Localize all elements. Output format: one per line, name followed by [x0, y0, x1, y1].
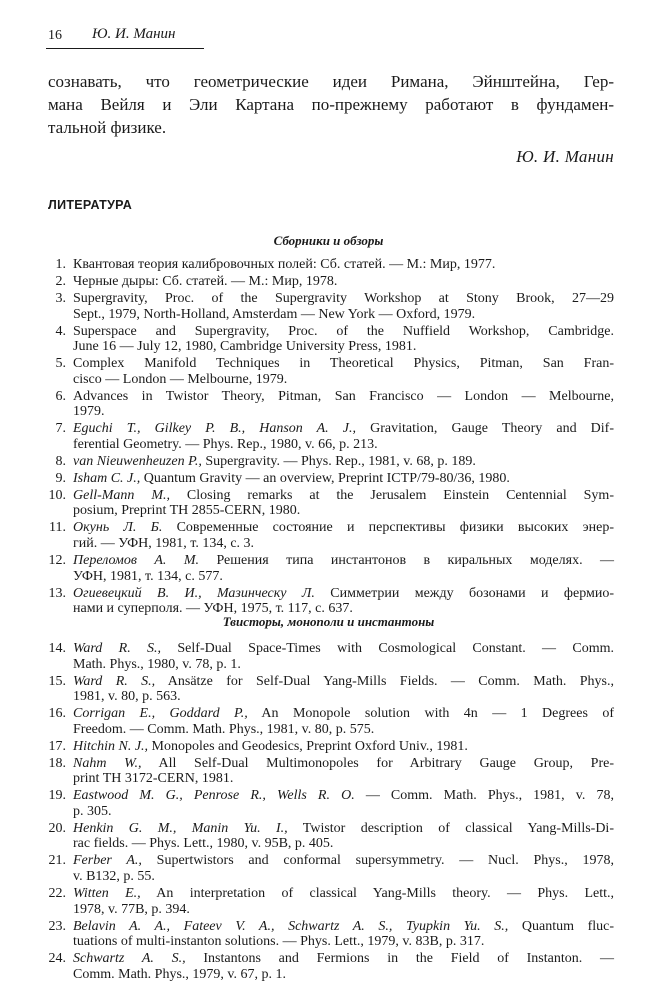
reference-line: [73, 454, 614, 470]
reference-number: 16.: [48, 706, 66, 722]
reference-line-text: Advances in Twistor Theory, Pitman, San Francisco — London — Melbourne,: [73, 388, 614, 404]
reference-line: [73, 488, 614, 504]
reference-line: [73, 919, 614, 935]
reference-line-text: УФН, 1981, т. 134, с. 577.: [73, 568, 223, 584]
reference-number: 18.: [48, 755, 66, 771]
reference-item: [0, 389, 657, 420]
reference-item: [0, 788, 657, 819]
reference-author: Nahm W.,: [73, 755, 142, 771]
reference-line-text: cisco — London — Melbourne, 1979.: [73, 371, 288, 387]
reference-text: [73, 641, 614, 672]
reference-number: 21.: [48, 853, 66, 869]
running-head-author: Ю. И. Манин: [92, 26, 176, 42]
reference-text: [73, 471, 614, 487]
reference-item: [0, 274, 657, 290]
reference-item: [0, 454, 657, 470]
intro-line: тальной физике.: [48, 118, 167, 137]
reference-author: Огиевецкий В. И., Мазинческу Л.: [73, 585, 315, 601]
reference-line-text: v. B132, p. 55.: [73, 869, 155, 885]
reference-line: [73, 372, 614, 388]
reference-line: [73, 951, 614, 967]
reference-author: Переломов А. М.: [73, 552, 200, 568]
reference-line-text: Instantons and Fermions in the Field of Instanton. —: [185, 951, 614, 967]
reference-number: 10.: [48, 487, 66, 503]
reference-line-text: Closing remarks at the Jerusalem Einstein Centennial Sym-: [170, 487, 614, 503]
reference-author: Ferber A.,: [73, 853, 142, 869]
reference-line: [73, 421, 614, 437]
reference-item: [0, 553, 657, 584]
reference-line-text: Симметрии между бозонами и фермио-: [314, 585, 614, 601]
reference-line: [73, 536, 614, 552]
reference-author: Belavin A. A., Fateev V. A., Schwartz A. S., Tyupkin Yu. S.,: [73, 918, 509, 934]
reference-text: [73, 739, 614, 755]
reference-author: van Nieuwenheuzen P.,: [73, 453, 202, 469]
reference-item: [0, 421, 657, 452]
reference-author: Isham C. J.,: [73, 470, 141, 486]
reference-number: 14.: [48, 641, 66, 656]
reference-text: [73, 488, 614, 519]
reference-line: [73, 902, 614, 918]
reference-item: [0, 674, 657, 705]
reference-line-text: Self-Dual Space-Times with Cosmological Constant. — Comm.: [161, 641, 615, 656]
reference-text: [73, 706, 614, 737]
reference-line: [73, 553, 614, 569]
reference-line-text: Квантовая теория калибровочных полей: Сб. статей. — М.: Мир, 1977.: [73, 257, 496, 272]
reference-line-text: Sept., 1979, North-Holland, Amsterdam — New York — Oxford, 1979.: [73, 306, 476, 322]
reference-line: [73, 836, 614, 852]
reference-line-text: Supergravity. — Phys. Rep., 1981, v. 68, p. 189.: [201, 453, 476, 469]
reference-line: [73, 339, 614, 355]
reference-item: [0, 919, 657, 950]
reference-number: 22.: [48, 886, 66, 902]
reference-item: [0, 706, 657, 737]
reference-item: [0, 356, 657, 387]
reference-author: Ward R. S.,: [73, 673, 156, 689]
reference-line-text: Черные дыры: Сб. статей. — М.: Мир, 1978.: [73, 273, 338, 289]
reference-number: 4.: [55, 323, 66, 339]
reference-number: 19.: [48, 788, 66, 804]
reference-line-text: Superspace and Supergravity, Proc. of the Nuffield Workshop, Cambridge.: [73, 323, 614, 339]
reference-line: [73, 257, 614, 273]
reference-line: [73, 722, 614, 738]
reference-author: Witten E.,: [73, 886, 141, 902]
reference-item: [0, 756, 657, 787]
reference-item: [0, 641, 657, 672]
reference-line-text: Monopoles and Geodesics, Preprint Oxford Univ., 1981.: [148, 738, 468, 754]
reference-line: [73, 404, 614, 420]
reference-line-text: Quantum Gravity — an overview, Preprint ICTP/79-80/36, 1980.: [140, 470, 510, 486]
reference-line-text: 1978, v. 77B, p. 394.: [73, 901, 190, 917]
reference-line-text: — Comm. Math. Phys., 1981, v. 78,: [354, 788, 615, 804]
reference-line-text: All Self-Dual Multimonopoles for Arbitrary Gauge Group, Pre-: [141, 755, 614, 771]
reference-item: [0, 586, 657, 617]
reference-author: Gell-Mann M.,: [73, 487, 170, 503]
reference-text: [73, 886, 614, 917]
reference-item: [0, 291, 657, 322]
reference-line-text: rac fields. — Phys. Lett., 1980, v. 95B, p. 405.: [73, 836, 334, 852]
page-number: 16: [48, 28, 62, 43]
reference-line-text: 1979.: [73, 404, 105, 420]
reference-text: [73, 919, 614, 950]
reference-line-text: Quantum fluc-: [508, 918, 615, 934]
reference-item: [0, 471, 657, 487]
reference-list: [0, 257, 657, 618]
reference-line-text: posium, Preprint TH 2855-CERN, 1980.: [73, 503, 301, 519]
reference-line-text: June 16 — July 12, 1980, Cambridge University Press, 1981.: [73, 339, 417, 355]
reference-line: [73, 886, 614, 902]
reference-item: [0, 520, 657, 551]
reference-text: [73, 356, 614, 387]
reference-line: [73, 657, 614, 673]
reference-text: [73, 674, 614, 705]
reference-line: [73, 291, 614, 307]
reference-line: [73, 307, 614, 323]
reference-line: [73, 821, 614, 837]
reference-line-text: Gravitation, Gauge Theory and Dif-: [356, 421, 614, 437]
reference-author: Schwartz A. S.,: [73, 951, 186, 967]
reference-line: [73, 520, 614, 536]
reference-text: [73, 324, 614, 355]
reference-author: Eguchi T., Gilkey P. B., Hanson A. J.,: [73, 421, 356, 437]
reference-line-text: 1981, v. 80, p. 563.: [73, 689, 181, 705]
reference-line-text: p. 305.: [73, 803, 112, 819]
reference-number: 23.: [48, 918, 66, 934]
reference-number: 2.: [55, 273, 66, 289]
literature-heading: ЛИТЕРАТУРА: [48, 198, 133, 212]
reference-text: [73, 586, 614, 617]
reference-line: [73, 967, 614, 983]
reference-item: [0, 739, 657, 755]
reference-number: 6.: [55, 388, 66, 404]
reference-text: [73, 520, 614, 551]
signature: Ю. И. Манин: [516, 147, 614, 166]
reference-line-text: Math. Phys., 1980, v. 78, p. 1.: [73, 656, 241, 672]
header-rule: [46, 48, 204, 49]
reference-number: 12.: [48, 552, 66, 568]
reference-line: [73, 586, 614, 602]
reference-item: [0, 488, 657, 519]
reference-text: [73, 788, 614, 819]
reference-author: Corrigan E., Goddard P.,: [73, 706, 248, 722]
reference-line: [73, 689, 614, 705]
reference-item: [0, 853, 657, 884]
section-title-twistors: Твисторы, монополи и инстантоны: [222, 614, 435, 629]
reference-line-text: Supertwistors and conformal supersymmetry. — Nucl. Phys., 1978,: [141, 853, 614, 869]
reference-number: 7.: [55, 421, 66, 437]
reference-item: [0, 951, 657, 982]
reference-item: [0, 257, 657, 273]
reference-line-text: An Monopole solution with 4n — 1 Degrees of: [247, 706, 615, 722]
reference-number: 9.: [55, 470, 66, 486]
reference-number: 17.: [48, 738, 66, 754]
reference-number: 3.: [55, 290, 66, 306]
intro-line: сознавать, что геометрические идеи Римана, Эйнштейна, Гер-: [48, 72, 614, 91]
reference-line: [73, 503, 614, 519]
reference-number: 8.: [55, 453, 66, 469]
reference-line-text: гий. — УФН, 1981, т. 134, с. 3.: [73, 536, 255, 551]
reference-number: 20.: [48, 820, 66, 836]
reference-line: [73, 471, 614, 487]
reference-text: [73, 454, 614, 470]
reference-line: [73, 788, 614, 804]
reference-line: [73, 274, 614, 290]
reference-line-text: Современные состояние и перспективы физики высоких энер-: [162, 520, 614, 536]
reference-line-text: ferential Geometry. — Phys. Rep., 1980, v. 66, p. 213.: [73, 436, 378, 452]
reference-line-text: Решения типа инстантонов в киральных моделях. —: [199, 552, 614, 568]
reference-line-text: Twistor description of classical Yang-Mills-Di-: [287, 820, 614, 836]
reference-text: [73, 756, 614, 787]
reference-line: [73, 437, 614, 453]
reference-text: [73, 421, 614, 452]
intro-line: мана Вейля и Эли Картана по-прежнему работают в фундамен-: [48, 95, 614, 114]
reference-number: 5.: [55, 356, 66, 372]
reference-text: [73, 821, 614, 852]
reference-number: 1.: [55, 257, 66, 272]
reference-line-text: Comm. Math. Phys., 1979, v. 67, p. 1.: [73, 966, 286, 982]
reference-line: [73, 804, 614, 820]
reference-text: [73, 853, 614, 884]
reference-text: [73, 257, 614, 273]
reference-list: [0, 641, 657, 984]
reference-line: [73, 756, 614, 772]
reference-line: [73, 356, 614, 372]
reference-line-text: Freedom. — Comm. Math. Phys., 1981, v. 80, p. 575.: [73, 721, 375, 737]
reference-author: Henkin G. M., Manin Yu. I.,: [73, 820, 288, 836]
reference-text: [73, 291, 614, 322]
reference-line-text: Supergravity, Proc. of the Supergravity Workshop at Stony Brook, 27—29: [73, 290, 614, 306]
reference-item: [0, 821, 657, 852]
reference-line: [73, 324, 614, 340]
reference-text: [73, 389, 614, 420]
reference-text: [73, 553, 614, 584]
reference-line: [73, 389, 614, 405]
reference-line-text: tuations of multi-instanton solutions. — Phys. Lett., 1979, v. 83B, p. 317.: [73, 934, 485, 950]
reference-item: [0, 324, 657, 355]
section-title-collections: Сборники и обзоры: [273, 233, 384, 248]
reference-line: [73, 739, 614, 755]
reference-line-text: An interpretation of classical Yang-Mills theory. — Phys. Lett.,: [140, 886, 614, 902]
reference-line: [73, 853, 614, 869]
reference-line-text: Complex Manifold Techniques in Theoretical Physics, Pitman, San Fran-: [73, 356, 614, 372]
reference-line: [73, 674, 614, 690]
reference-line: [73, 869, 614, 885]
intro-paragraph: [48, 70, 614, 139]
reference-number: 13.: [48, 585, 66, 601]
reference-line: [73, 569, 614, 585]
reference-item: [0, 886, 657, 917]
reference-line: [73, 706, 614, 722]
reference-number: 11.: [49, 520, 66, 536]
reference-number: 24.: [48, 951, 66, 967]
reference-line: [73, 934, 614, 950]
reference-text: [73, 951, 614, 982]
page-header: [48, 26, 614, 50]
reference-text: [73, 274, 614, 290]
reference-author: Окунь Л. Б.: [73, 520, 163, 536]
reference-line: [73, 771, 614, 787]
reference-author: Hitchin N. J.,: [73, 738, 149, 754]
reference-author: Ward R. S.,: [73, 641, 162, 656]
reference-author: Eastwood M. G., Penrose R., Wells R. O.: [73, 788, 355, 804]
reference-line-text: нами и суперполя. — УФН, 1975, т. 117, с. 637.: [73, 601, 353, 617]
reference-line: [73, 641, 614, 657]
reference-line-text: print TH 3172-CERN, 1981.: [73, 771, 234, 787]
reference-number: 15.: [48, 673, 66, 689]
reference-line-text: Ansätze for Self-Dual Yang-Mills Fields. — Comm. Math. Phys.,: [155, 673, 614, 689]
